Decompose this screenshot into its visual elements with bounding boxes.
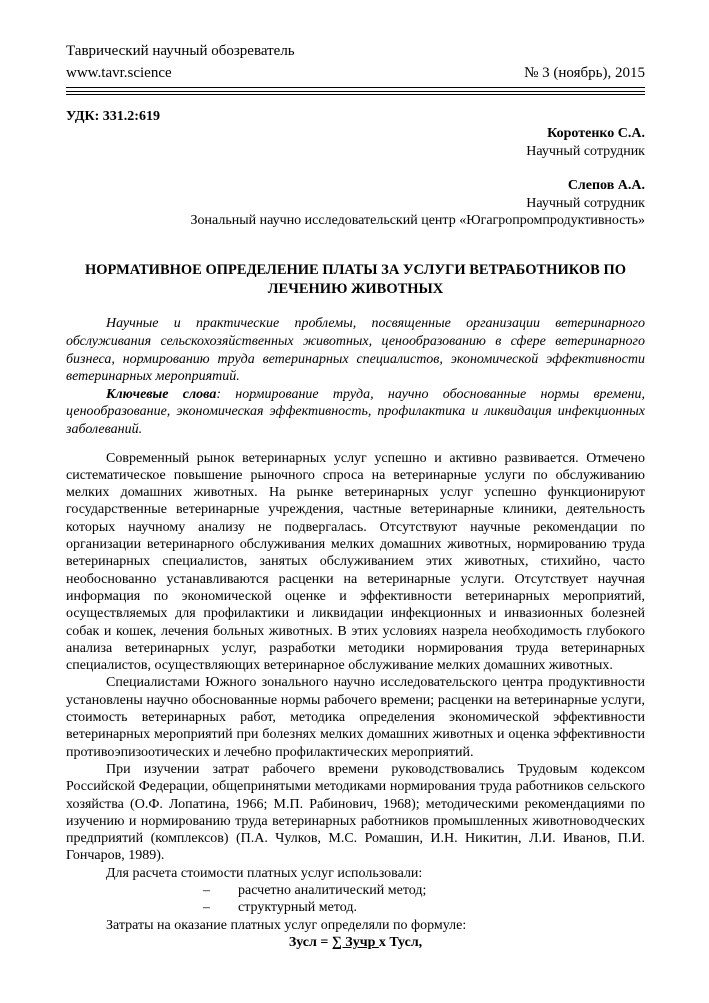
keywords-text: : нормирование труда, научно обоснованные нормы времени, ценообразование, экономическая эффективность, профилактика и ликвидация инфекционных заболеваний. — [66, 386, 645, 437]
author-role: Научный сотрудник — [526, 143, 645, 159]
udc-code: УДК: 331.2:619 — [66, 109, 160, 124]
article-body — [66, 450, 645, 952]
body-paragraph: Современный рынок ветеринарных услуг успешно и активно развивается. Отмечено систематическое повышение рыночного спроса на ветеринарные услуги по обслуживанию мелких домашних животных. На рынке ветеринарных услуг успешно функционируют государственные ветеринарные учреждения, частные ветеринарные клиники, деятельность которых научному анализу не подвергалась. Отсутствуют научные рекомендации по организации ветеринарного обслуживания мелких домашних животных, нормированию труда ветеринарных специалистов, занятых обслуживанием этих животных, стихийно, часто необоснованно устанавливаются расценки на ветеринарные услуги. Отсутствует научная информация по экономической оценке и эффективности ветеринарных мероприятий, осуществляемых для профилактики и ликвидации инфекционных и инвазионных болезней собак и кошек, лечения больных животных. В этих условиях назрела необходимость глубокого анализа ветеринарных услуг, разработки методики нормирования труда ветеринарных специалистов, осуществляющих ветеринарное обслуживание мелких домашних животных. — [66, 450, 645, 674]
dash-marker: – — [203, 900, 210, 916]
method-list-item — [66, 882, 645, 899]
dash-marker: – — [203, 883, 210, 899]
formula-sum-term: ∑ Зучр — [331, 934, 379, 950]
author-role: Научный сотрудник — [526, 195, 645, 211]
method-label: расчетно аналитический метод; — [238, 883, 427, 899]
method-list-item — [66, 899, 645, 916]
journal-website: www.tavr.science — [66, 65, 172, 81]
journal-header-row — [66, 62, 645, 88]
journal-header — [66, 40, 645, 95]
keywords-label: Ключевые слова — [106, 386, 217, 402]
body-paragraph: Специалистами Южного зонального научно исследовательского центра продуктивности установлены научно обоснованные нормы рабочего времени; расценки на ветеринарные услуги, стоимость ветеринарных работ, методика определения экономической эффективности ветеринарных мероприятий при болезнях мелких домашних животных и оценка эффективности противоэпизоотических и лечебно профилактических мероприятий. — [66, 675, 645, 760]
formula-rhs: х Тусл, — [378, 934, 423, 950]
abstract-block — [66, 315, 645, 438]
header-divider — [66, 91, 645, 95]
formula-lhs: Зусл = — [288, 934, 332, 950]
author-name: Коротенко С.А. — [547, 126, 645, 142]
author-name: Слепов А.А. — [567, 178, 645, 194]
abstract-text: Научные и практические проблемы, посвященные организации ветеринарного обслуживания сельскохозяйственных животных, ценообразованию в сфере ветеринарного бизнеса, нормированию труда ветеринарных специалистов, экономической эффективности ветеринарных мероприятий. — [66, 316, 645, 385]
formula — [66, 934, 645, 952]
paper-title: НОРМАТИВНОЕ ОПРЕДЕЛЕНИЕ ПЛАТЫ ЗА УСЛУГИ ВЕТРАБОТНИКОВ ПО ЛЕЧЕНИЮ ЖИВОТНЫХ — [84, 262, 627, 298]
method-label: структурный метод. — [238, 900, 357, 916]
methods-intro: Для расчета стоимости платных услуг использовали: — [106, 865, 423, 881]
journal-issue: № 3 (ноябрь), 2015 — [524, 65, 645, 81]
author-block — [66, 125, 645, 160]
author-block — [66, 177, 645, 229]
authors-block — [66, 125, 645, 229]
author-affiliation: Зональный научно исследовательский центр «Югагропромпродуктивность» — [190, 213, 645, 229]
journal-name: Таврический научный обозреватель — [66, 43, 295, 59]
formula-intro: Затраты на оказание платных услуг определяли по формуле: — [106, 917, 467, 933]
keywords-paragraph — [66, 386, 645, 439]
body-paragraph: При изучении затрат рабочего времени руководствовались Трудовым кодексом Российской Федерации, общепринятыми методиками нормирования труда работников сельского хозяйства (О.Ф. Лопатина, 1966; М.П. Рабинович, 1968); методическими рекомендациями по изучению и нормированию труда ветеринарных работников промышленных животноводческих предприятий (комплексов) (П.А. Чулков, М.С. Ромашин, И.Н. Никитин, Л.И. Иванов, П.И. Гончаров, 1989). — [66, 761, 645, 864]
